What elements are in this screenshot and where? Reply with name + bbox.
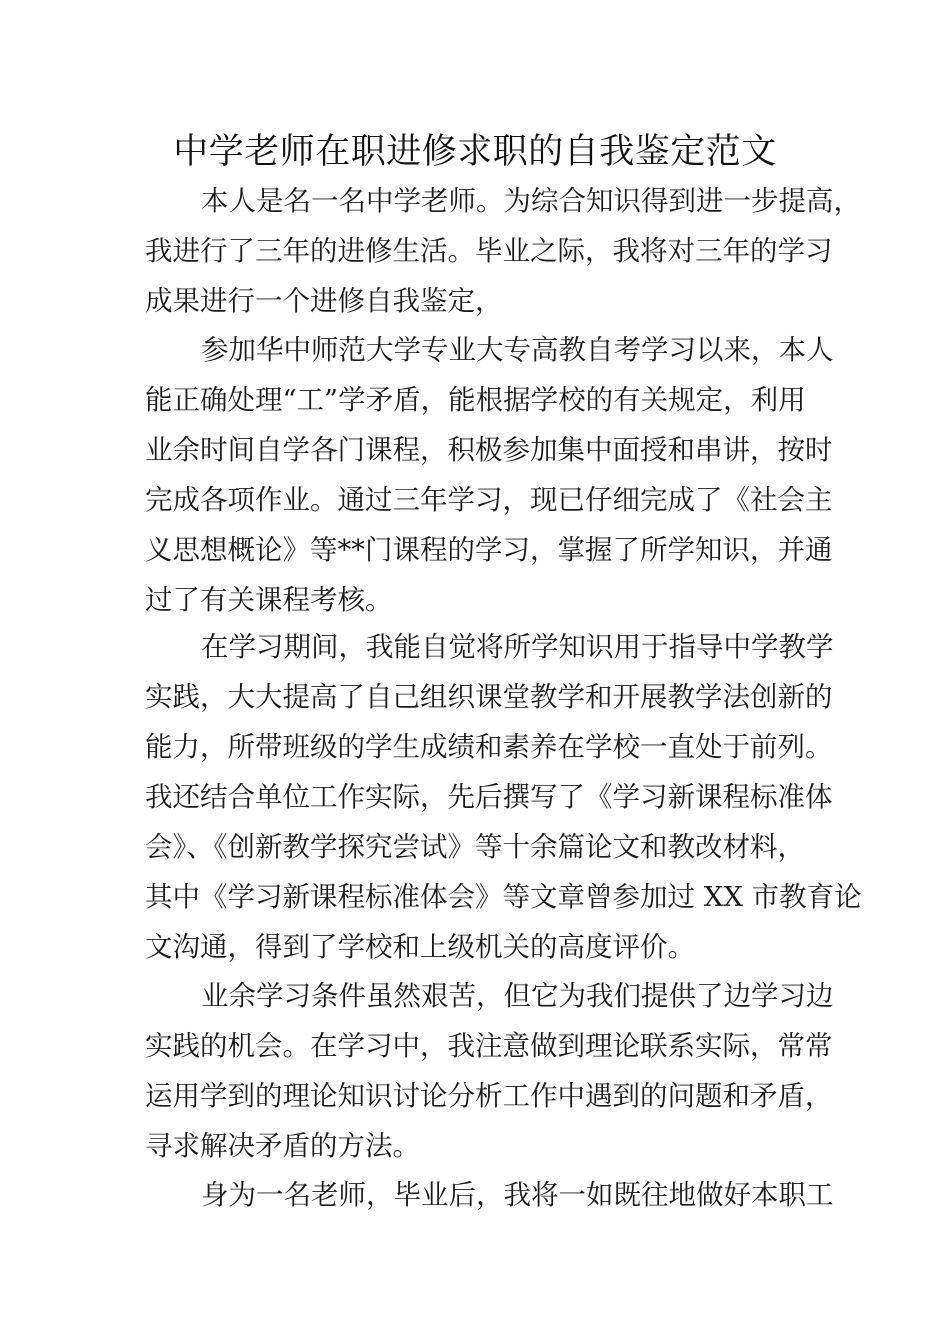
paragraph-line: 在学习期间，我能自觉将所学知识用于指导中学教学 bbox=[201, 631, 834, 663]
paragraph-line: 义思想概论》等**门课程的学习，掌握了所学知识，并通 bbox=[145, 534, 833, 566]
paragraph-line: 业余时间自学各门课程，积极参加集中面授和串讲，按时 bbox=[145, 434, 833, 466]
paragraph-line: 能正确处理“工”学矛盾，能根据学校的有关规定，利用 bbox=[145, 384, 806, 416]
paragraph-line: 其中《学习新课程标准体会》等文章曾参加过 XX 市教育论 bbox=[145, 881, 862, 913]
paragraph-line: 过了有关课程考核。 bbox=[145, 584, 393, 616]
paragraph-line: 寻求解决矛盾的方法。 bbox=[145, 1130, 420, 1162]
paragraph-2 bbox=[145, 325, 834, 625]
paragraph-5 bbox=[145, 1170, 834, 1220]
paragraph-line: 运用学到的理论知识讨论分析工作中遇到的问题和矛盾， bbox=[145, 1080, 833, 1112]
paragraph-line: 实践的机会。在学习中，我注意做到理论联系实际，常常 bbox=[145, 1030, 833, 1062]
paragraph-line: 业余学习条件虽然艰苦，但它为我们提供了边学习边 bbox=[201, 980, 834, 1012]
paragraph-line: 参加华中师范大学专业大专高教自考学习以来，本人 bbox=[201, 334, 834, 366]
paragraph-line: 身为一名老师，毕业后，我将一如既往地做好本职工 bbox=[201, 1179, 834, 1211]
paragraph-line: 完成各项作业。通过三年学习，现已仔细完成了《社会主 bbox=[145, 484, 833, 516]
document-title: 中学老师在职进修求职的自我鉴定范文 bbox=[173, 132, 777, 172]
paragraph-line: 能力，所带班级的学生成绩和素养在学校一直处于前列。 bbox=[145, 731, 833, 763]
paragraph-3 bbox=[145, 622, 862, 972]
paragraph-line: 实践，大大提高了自己组织课堂教学和开展教学法创新的 bbox=[145, 681, 833, 713]
paragraph-1 bbox=[145, 176, 861, 326]
paragraph-line: 本人是名一名中学老师。为综合知识得到进一步提高， bbox=[201, 185, 861, 217]
paragraph-line: 文沟通，得到了学校和上级机关的高度评价。 bbox=[145, 931, 695, 963]
paragraph-line: 我进行了三年的进修生活。毕业之际，我将对三年的学习 bbox=[145, 235, 833, 267]
paragraph-4 bbox=[145, 971, 834, 1171]
paragraph-line: 会》、《创新教学探究尝试》等十余篇论文和教改材料， bbox=[145, 831, 805, 863]
paragraph-line: 我还结合单位工作实际，先后撰写了《学习新课程标准体 bbox=[145, 781, 833, 813]
paragraph-line: 成果进行一个进修自我鉴定， bbox=[145, 285, 503, 317]
